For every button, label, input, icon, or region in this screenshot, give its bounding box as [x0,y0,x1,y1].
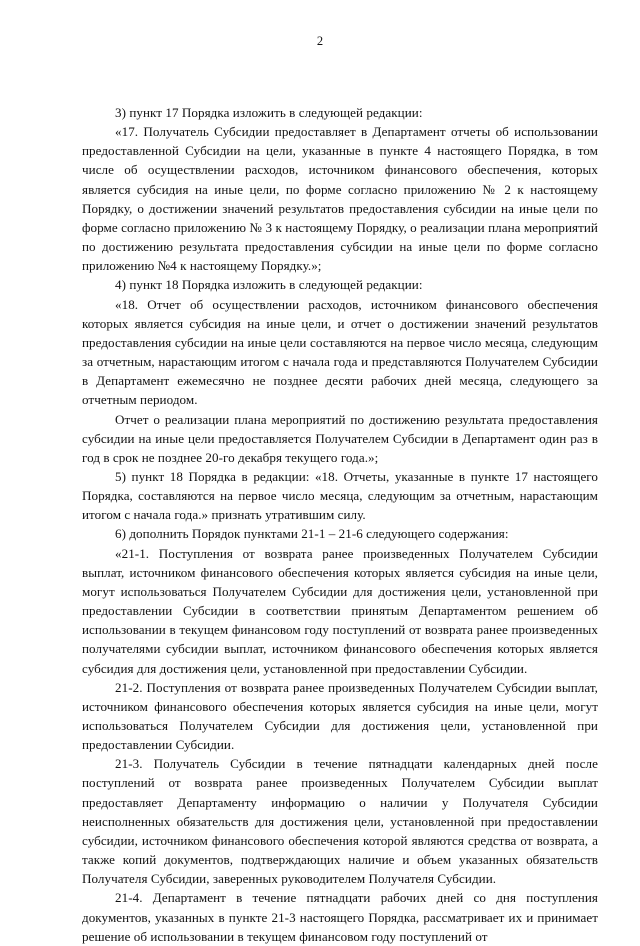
paragraph-item-3: 3) пункт 17 Порядка изложить в следующей редакции: [115,105,423,120]
paragraph-clause-17: «17. Получатель Субсидии предоставляет в Департамент отчеты об использовании предоставленной Субсидии на цели, указанные в пункте 4 настоящего Порядка, в том числе об осуществлении расходов, источником финансового обеспечения, которых является субсидия на иные цели, по форме согласно приложению № 2 к настоящему Порядку, о достижении значений результатов предоставления субсидии на иные цели по форме согласно приложению № 3 к настоящему Порядку, о реализации плана мероприятий по достижению результата предоставления субсидии на иные цели по форме согласно приложению №4 к настоящему Порядку.»; [82,124,598,274]
paragraph-clause-18: «18. Отчет об осуществлении расходов, источником финансового обеспечения которых является субсидия на иные цели, и отчет о достижении значений результатов предоставления субсидии на иные цели составляются на первое число месяца, следующим за отчетным, нарастающим итогом с начала года и представляются Получателем Субсидии в Департамент ежемесячно не позднее десяти рабочих дней месяца, следующего за отчетным периодом. [82,296,598,408]
paragraph-item-5: 5) пункт 18 Порядка в редакции: «18. Отчеты, указанные в пункте 17 настоящего Порядка, составляются на первое число месяца, следующим за отчетным, нарастающим итогом с начала года.» признать утратившим силу. [82,468,598,523]
paragraph-clause-18-continued: Отчет о реализации плана мероприятий по достижению результата предоставления субсидии на иные цели предоставляется Получателем Субсидии в Департамент один раз в год в срок не позднее 20-го декабря текущего года.»; [82,411,598,465]
paragraph-clause-21-1: «21-1. Поступления от возврата ранее произведенных Получателем Субсидии выплат, источником финансового обеспечения которых является субсидия на иные цели, могут использоваться Получателем Субсидии для достижения цели, установленной при предоставлении Субсидии в соответствии принятым Департаментом решением об использовании в текущем финансовом году поступлений от возврата ранее произведенных получателями субсидии выплат, источником финансового обеспечения которых является субсидия для достижения цели, установленной при предоставлении Субсидии. [82,545,598,676]
page-number: 2 [316,34,324,48]
paragraph-item-6: 6) дополнить Порядок пунктами 21-1 – 21-6 следующего содержания: [115,526,509,542]
paragraph-clause-21-2: 21-2. Поступления от возврата ранее произведенных Получателем Субсидии выплат, источником финансового обеспечения которых является субсидия на иные цели, могут использоваться Получателем Субсидии для достижения цели, установленной при предоставлении Субсидии. [82,679,598,753]
paragraph-item-4: 4) пункт 18 Порядка изложить в следующей редакции: [115,277,423,293]
paragraph-clause-21-4: 21-4. Департамент в течение пятнадцати рабочих дней со дня поступления документов, указанных в пункте 21-3 настоящего Порядка, рассматривает их и принимает решение об использовании в текущем финансовом году поступлений от [82,890,598,944]
document-body [82,103,598,946]
paragraph-clause-21-3: 21-3. Получатель Субсидии в течение пятнадцати календарных дней после поступлений от возврата ранее произведенных Получателем Субсидии выплат предоставляет Департаменту информацию о наличии у Получателя Субсидии неисполненных обязательств для достижения цели, установленной при предоставлении субсидии, источником финансового обеспечения которой являются средства от возврата, а также копий документов, подтверждающих наличие и объем указанных обязательств Получателя Субсидии, заверенных руководителем Получателя Субсидии. [82,756,598,887]
